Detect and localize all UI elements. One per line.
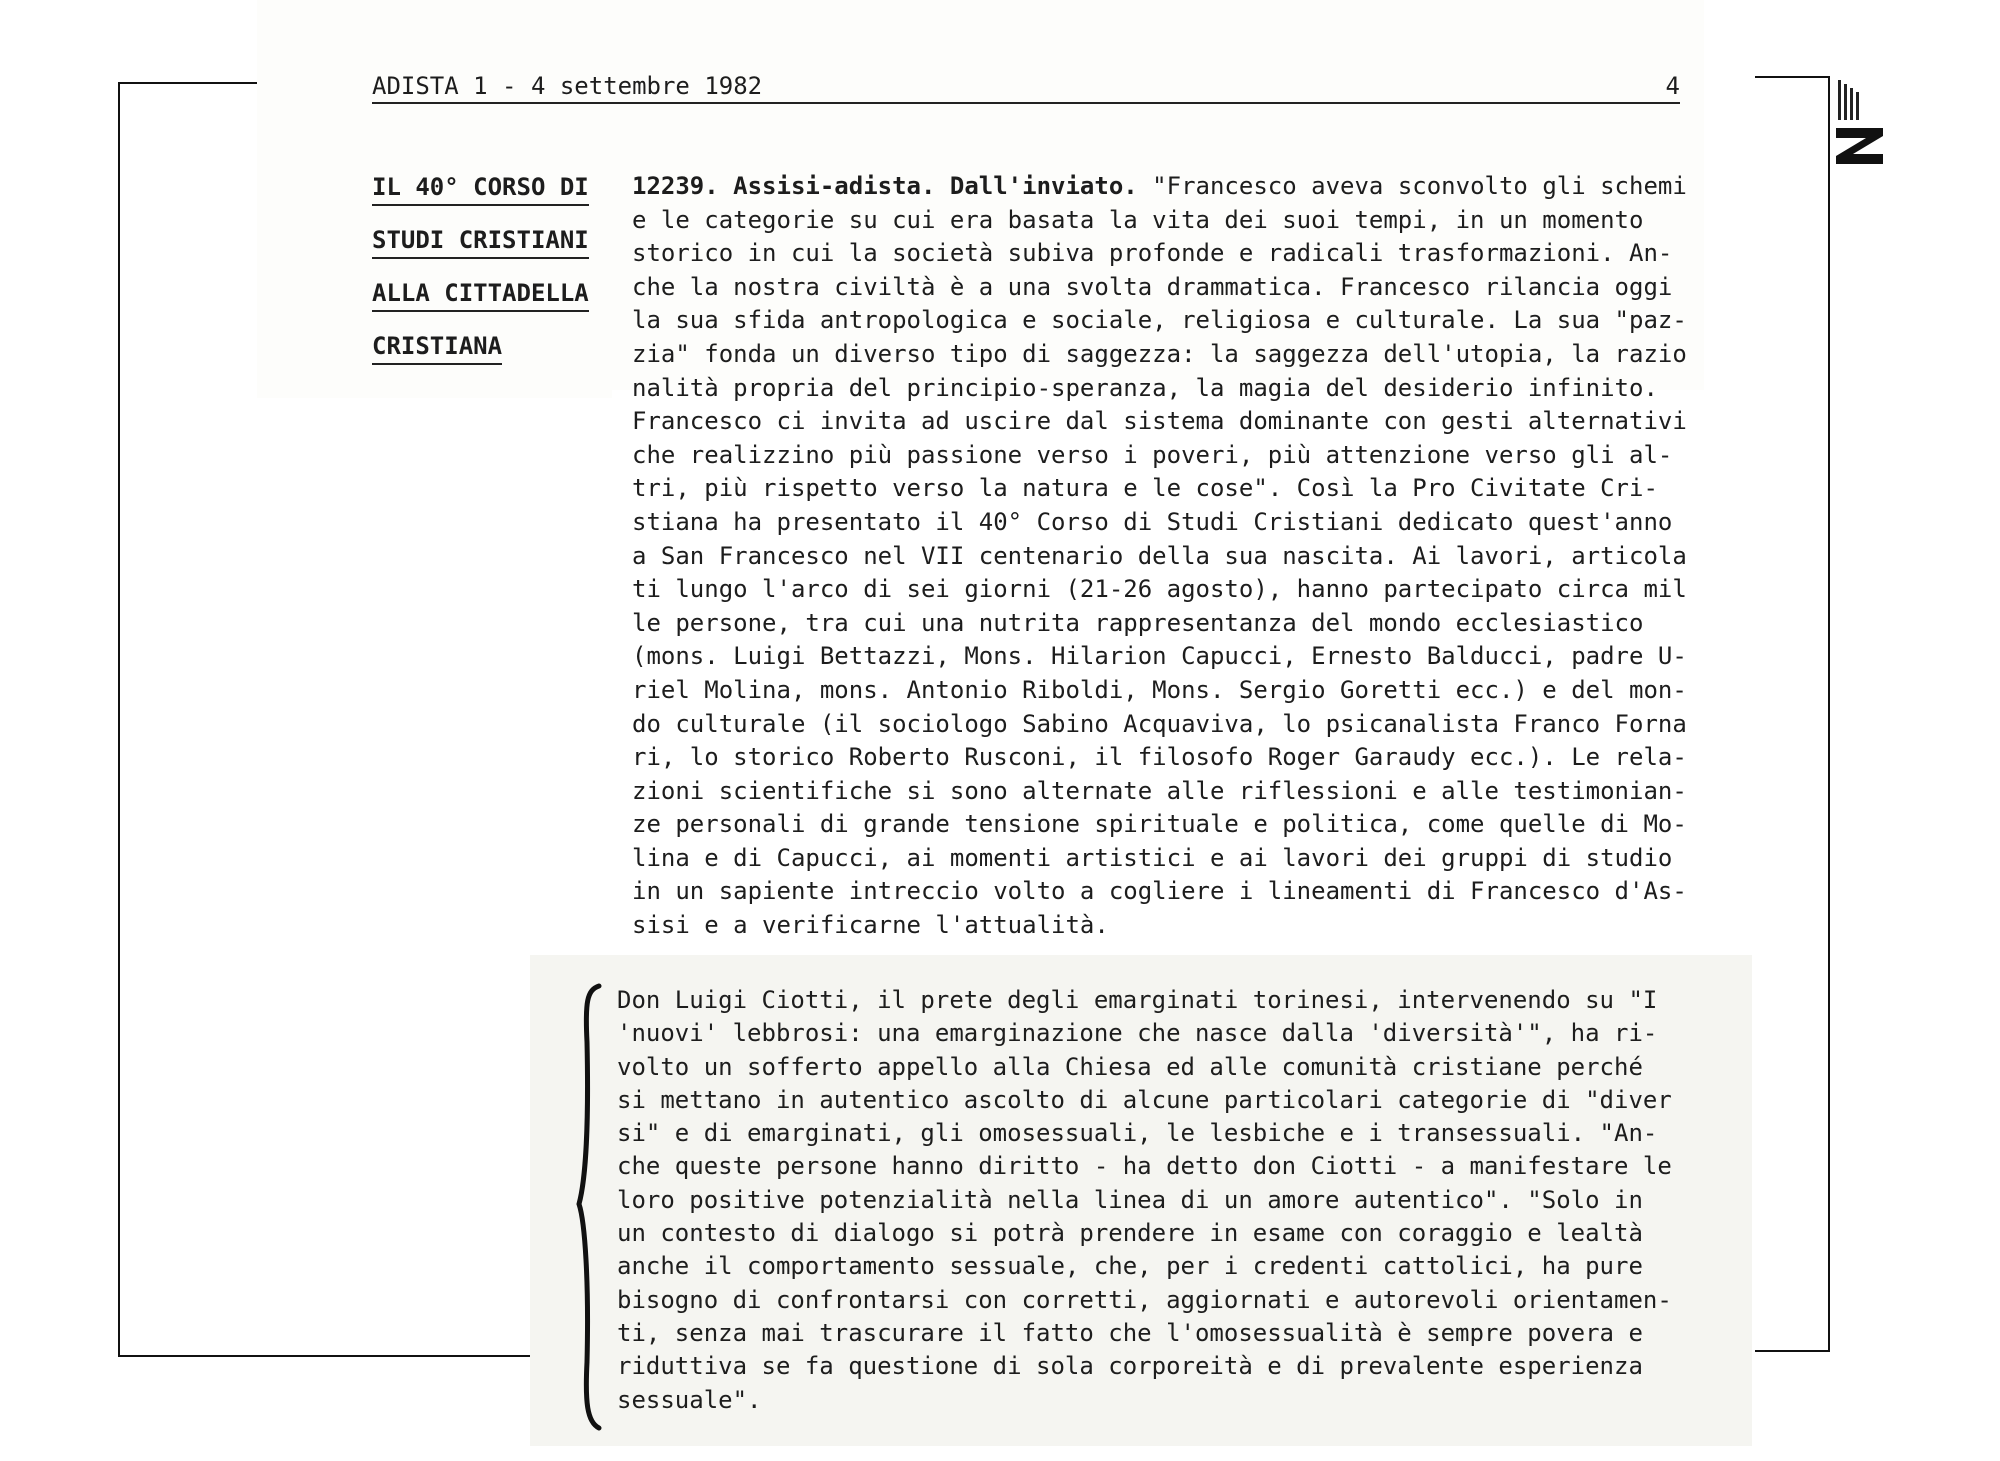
frame-right (1828, 76, 1830, 1352)
article-line: in un sapiente intreccio volto a cogliere i lineamenti di Francesco d'As- (632, 877, 1687, 906)
excerpt-line: si mettano in autentico ascolto di alcune particolari categorie di "diver (617, 1085, 1672, 1114)
frame-bottom-right (1755, 1350, 1830, 1352)
headline-line-2: STUDI CRISTIANI (372, 223, 589, 259)
frame-top-right (1755, 76, 1830, 78)
publication-date: ADISTA 1 - 4 settembre 1982 (372, 72, 763, 100)
headline-line-3: ALLA CITTADELLA (372, 276, 589, 312)
article-line: ti lungo l'arco di sei giorni (21-26 agosto), hanno partecipato circa mil (632, 575, 1687, 604)
excerpt-line: riduttiva se fa questione di sola corporeità e di prevalente esperienza (617, 1352, 1643, 1381)
article-line: che realizzino più passione verso i poveri, più attenzione verso gli al- (632, 440, 1673, 469)
excerpt-line: che queste persone hanno diritto - ha detto don Ciotti - a manifestare le (617, 1152, 1672, 1181)
excerpt-line: sessuale". (617, 1385, 762, 1414)
excerpt-line: bisogno di confrontarsi con corretti, aggiornati e autorevoli orientamen- (617, 1285, 1672, 1314)
article-lead: 12239. Assisi-adista. Dall'inviato. (632, 172, 1138, 200)
excerpt-line: si" e di emarginati, gli omosessuali, le lesbiche e i transessuali. "An- (617, 1119, 1658, 1148)
article-line: ze personali di grande tensione spirituale e politica, come quelle di Mo- (632, 810, 1687, 839)
headline-line-1: IL 40° CORSO DI (372, 170, 589, 206)
excerpt-body (617, 984, 1672, 1417)
handwritten-bracket (575, 982, 605, 1432)
excerpt-line: anche il comportamento sessuale, che, per i credenti cattolici, ha pure (617, 1252, 1643, 1281)
article-line: riel Molina, mons. Antonio Riboldi, Mons. Sergio Goretti ecc.) e del mon- (632, 675, 1687, 704)
article-line: (mons. Luigi Bettazzi, Mons. Hilarion Capucci, Ernesto Balducci, padre U- (632, 642, 1687, 671)
article-line: zia" fonda un diverso tipo di saggezza: la saggezza dell'utopia, la razio (632, 339, 1687, 368)
article-body (632, 170, 1687, 943)
article-line: la sua sfida antropologica e sociale, religiosa e culturale. La sua "paz- (632, 306, 1687, 335)
frame-top-left (118, 82, 260, 84)
article-line: a San Francesco nel VII centenario della sua nascita. Ai lavori, articola (632, 541, 1687, 570)
frame-left (118, 82, 120, 1357)
excerpt-line: un contesto di dialogo si potrà prendere in esame con coraggio e lealtà (617, 1219, 1643, 1248)
excerpt-line: loro positive potenzialità nella linea di un amore autentico". "Solo in (617, 1185, 1643, 1214)
article-line: lina e di Capucci, ai momenti artistici e ai lavori dei gruppi di studio (632, 843, 1673, 872)
article-line: sisi e a verificarne l'attualità. (632, 911, 1109, 940)
article-line: e le categorie su cui era basata la vita dei suoi tempi, in un momento (632, 205, 1644, 234)
article-line: tri, più rispetto verso la natura e le cose". Così la Pro Civitate Cri- (632, 474, 1658, 503)
article-line: Francesco ci invita ad uscire dal sistema dominante con gesti alternativi (632, 407, 1687, 436)
excerpt-line: Don Luigi Ciotti, il prete degli emarginati torinesi, intervenendo su "I (617, 986, 1658, 1014)
excerpt-line: 'nuovi' lebbrosi: una emarginazione che nasce dalla 'diversità'", ha ri- (617, 1019, 1658, 1048)
article-line: storico in cui la società subiva profonde e radicali trasformazioni. An- (632, 239, 1673, 268)
article-line: stiana ha presentato il 40° Corso di Studi Cristiani dedicato quest'anno (632, 507, 1673, 536)
headline-block (372, 170, 592, 382)
article-line: do culturale (il sociologo Sabino Acquaviva, lo psicanalista Franco Forna (632, 709, 1687, 738)
excerpt-line: volto un sofferto appello alla Chiesa ed alle comunità cristiane perché (617, 1052, 1643, 1081)
page-number: 4 (1665, 72, 1680, 100)
article-line: le persone, tra cui una nutrita rappresentanza del mondo ecclesiastico (632, 608, 1644, 637)
article-line: che la nostra civiltà è a una svolta drammatica. Francesco rilancia oggi (632, 272, 1673, 301)
page-header (372, 70, 1680, 104)
headline-line-4: CRISTIANA (372, 329, 502, 365)
article-line: zioni scientifiche si sono alternate alle riflessioni e alle testimonian- (632, 776, 1687, 805)
excerpt-line: ti, senza mai trascurare il fatto che l'omosessualità è sempre povera e (617, 1318, 1643, 1347)
frame-bottom-left (120, 1355, 532, 1357)
archive-logo-icon (1833, 80, 1888, 168)
article-line: nalità propria del principio-speranza, la magia del desiderio infinito. (632, 373, 1658, 402)
article-line: ri, lo storico Roberto Rusconi, il filosofo Roger Garaudy ecc.). Le rela- (632, 743, 1687, 772)
article-line-1: "Francesco aveva sconvolto gli schemi (1137, 172, 1687, 200)
